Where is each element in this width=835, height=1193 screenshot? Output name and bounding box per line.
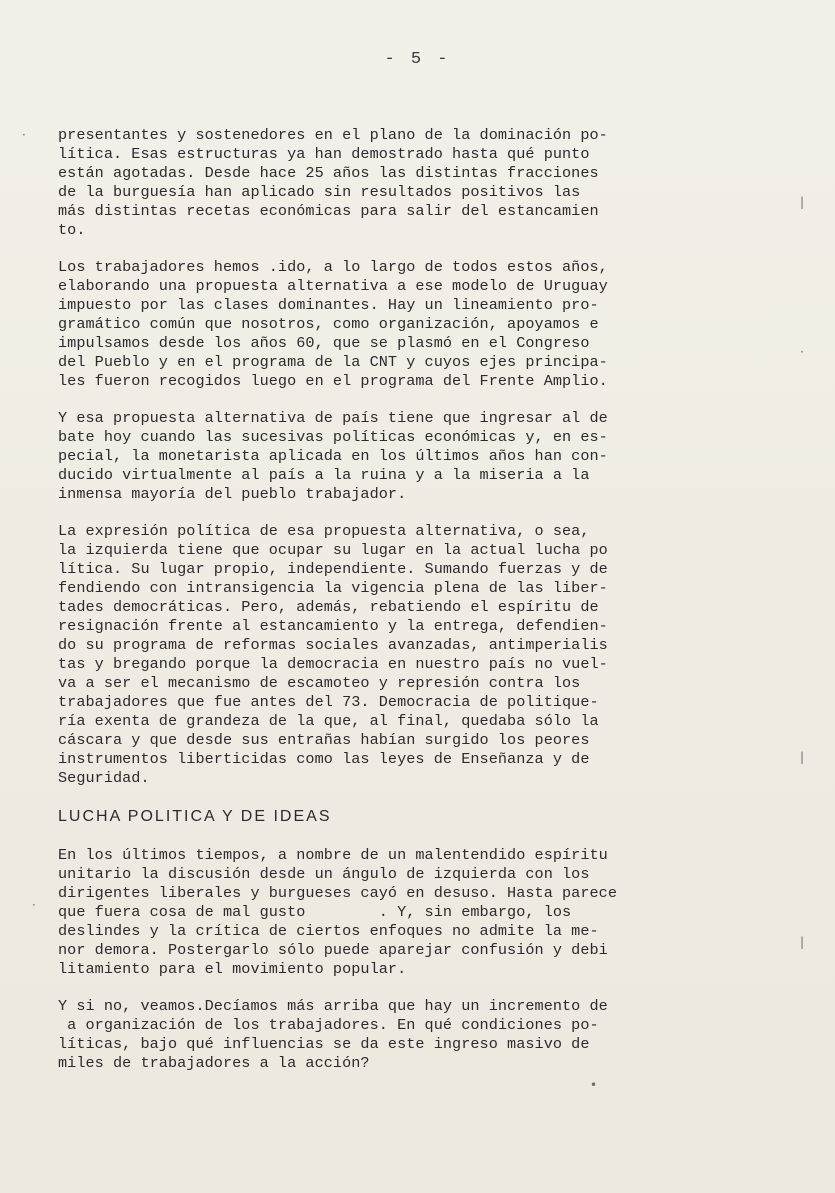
text-line: lítica. Su lugar propio, independiente. Sumando fuerzas y de <box>58 560 608 578</box>
margin-mark: • <box>590 1078 598 1092</box>
text-line: la izquierda tiene que ocupar su lugar en la actual lucha po <box>58 541 608 559</box>
text-line: lítica. Esas estructuras ya han demostrado hasta qué punto <box>58 145 590 163</box>
text-line: do su programa de reformas sociales avanzadas, antimperialis <box>58 636 608 654</box>
text-line: resignación frente al estancamiento y la entrega, defendien- <box>58 617 608 635</box>
section-heading: LUCHA POLITICA Y DE IDEAS <box>58 808 332 825</box>
text-line: fendiendo con intransigencia la vigencia plena de las liber- <box>58 579 608 597</box>
text-line: litamiento para el movimiento popular. <box>58 960 407 978</box>
text-line: están agotadas. Desde hace 25 años las distintas fracciones <box>58 164 599 182</box>
text-line: dirigentes liberales y burgueses cayó en desuso. Hasta parece <box>58 884 618 902</box>
text-line: de la burguesía han aplicado sin resultados positivos las <box>58 183 581 201</box>
text-line: tas y bregando porque la democracia en nuestro país no vuel- <box>58 655 608 673</box>
text-line: impulsamos desde los años 60, que se plasmó en el Congreso <box>58 334 590 352</box>
text-line: tades democráticas. Pero, además, rebatiendo el espíritu de <box>58 598 599 616</box>
text-line: gramático común que nosotros, como organización, apoyamos e <box>58 315 599 333</box>
text-line: inmensa mayoría del pueblo trabajador. <box>58 485 407 503</box>
margin-mark: · <box>800 345 804 359</box>
paragraph-3 <box>58 409 758 504</box>
margin-mark: | <box>800 195 805 209</box>
text-line: trabajadores que fue antes del 73. Democracia de politique- <box>58 693 599 711</box>
text-line: Seguridad. <box>58 769 150 787</box>
paragraph-2 <box>58 258 758 391</box>
text-line: nor demora. Postergarlo sólo puede aparejar confusión y debi <box>58 941 608 959</box>
text-line: va a ser el mecanismo de escamoteo y represión contra los <box>58 674 581 692</box>
text-line: pecial, la monetarista aplicada en los últimos años han con- <box>58 447 608 465</box>
paragraph-5 <box>58 846 758 979</box>
text-line: líticas, bajo qué influencias se da este ingreso masivo de <box>58 1035 590 1053</box>
text-line: a organización de los trabajadores. En qué condiciones po- <box>58 1016 599 1034</box>
text-line: instrumentos liberticidas como las leyes de Enseñanza y de <box>58 750 590 768</box>
text-line: to. <box>58 221 86 239</box>
paragraph-1 <box>58 126 758 240</box>
text-line: Y esa propuesta alternativa de país tiene que ingresar al de <box>58 409 608 427</box>
text-line: del Pueblo y en el programa de la CNT y cuyos ejes principa- <box>58 353 608 371</box>
margin-mark: · <box>32 898 36 912</box>
text-line: más distintas recetas económicas para salir del estancamien <box>58 202 599 220</box>
page-number: - 5 - <box>384 50 451 69</box>
margin-mark: | <box>800 750 805 764</box>
text-line: ducido virtualmente al país a la ruina y a la miseria a la <box>58 466 590 484</box>
paragraph-4 <box>58 522 758 788</box>
text-line: deslindes y la crítica de ciertos enfoques no admite la me- <box>58 922 599 940</box>
document-body <box>58 126 758 1091</box>
text-line: elaborando una propuesta alternativa a ese modelo de Uruguay <box>58 277 608 295</box>
paragraph-6 <box>58 997 758 1073</box>
text-line: miles de trabajadores a la acción? <box>58 1054 370 1072</box>
text-line: bate hoy cuando las sucesivas políticas económicas y, en es- <box>58 428 608 446</box>
margin-mark: · <box>22 128 26 142</box>
text-line: impuesto por las clases dominantes. Hay un lineamiento pro- <box>58 296 599 314</box>
text-line: cáscara y que desde sus entrañas habían surgido los peores <box>58 731 590 749</box>
text-line: La expresión política de esa propuesta alternativa, o sea, <box>58 522 590 540</box>
margin-mark: | <box>800 935 805 949</box>
text-line: ría exenta de grandeza de la que, al final, quedaba sólo la <box>58 712 599 730</box>
text-line: que fuera cosa de mal gusto . Y, sin embargo, los <box>58 903 572 921</box>
text-line: les fueron recogidos luego en el programa del Frente Amplio. <box>58 372 608 390</box>
text-line: presentantes y sostenedores en el plano de la dominación po- <box>58 126 608 144</box>
text-line: Y si no, veamos.Decíamos más arriba que hay un incremento de <box>58 997 608 1015</box>
text-line: En los últimos tiempos, a nombre de un malentendido espíritu <box>58 846 608 864</box>
text-line: unitario la discusión desde un ángulo de izquierda con los <box>58 865 590 883</box>
text-line: Los trabajadores hemos .ido, a lo largo de todos estos años, <box>58 258 608 276</box>
